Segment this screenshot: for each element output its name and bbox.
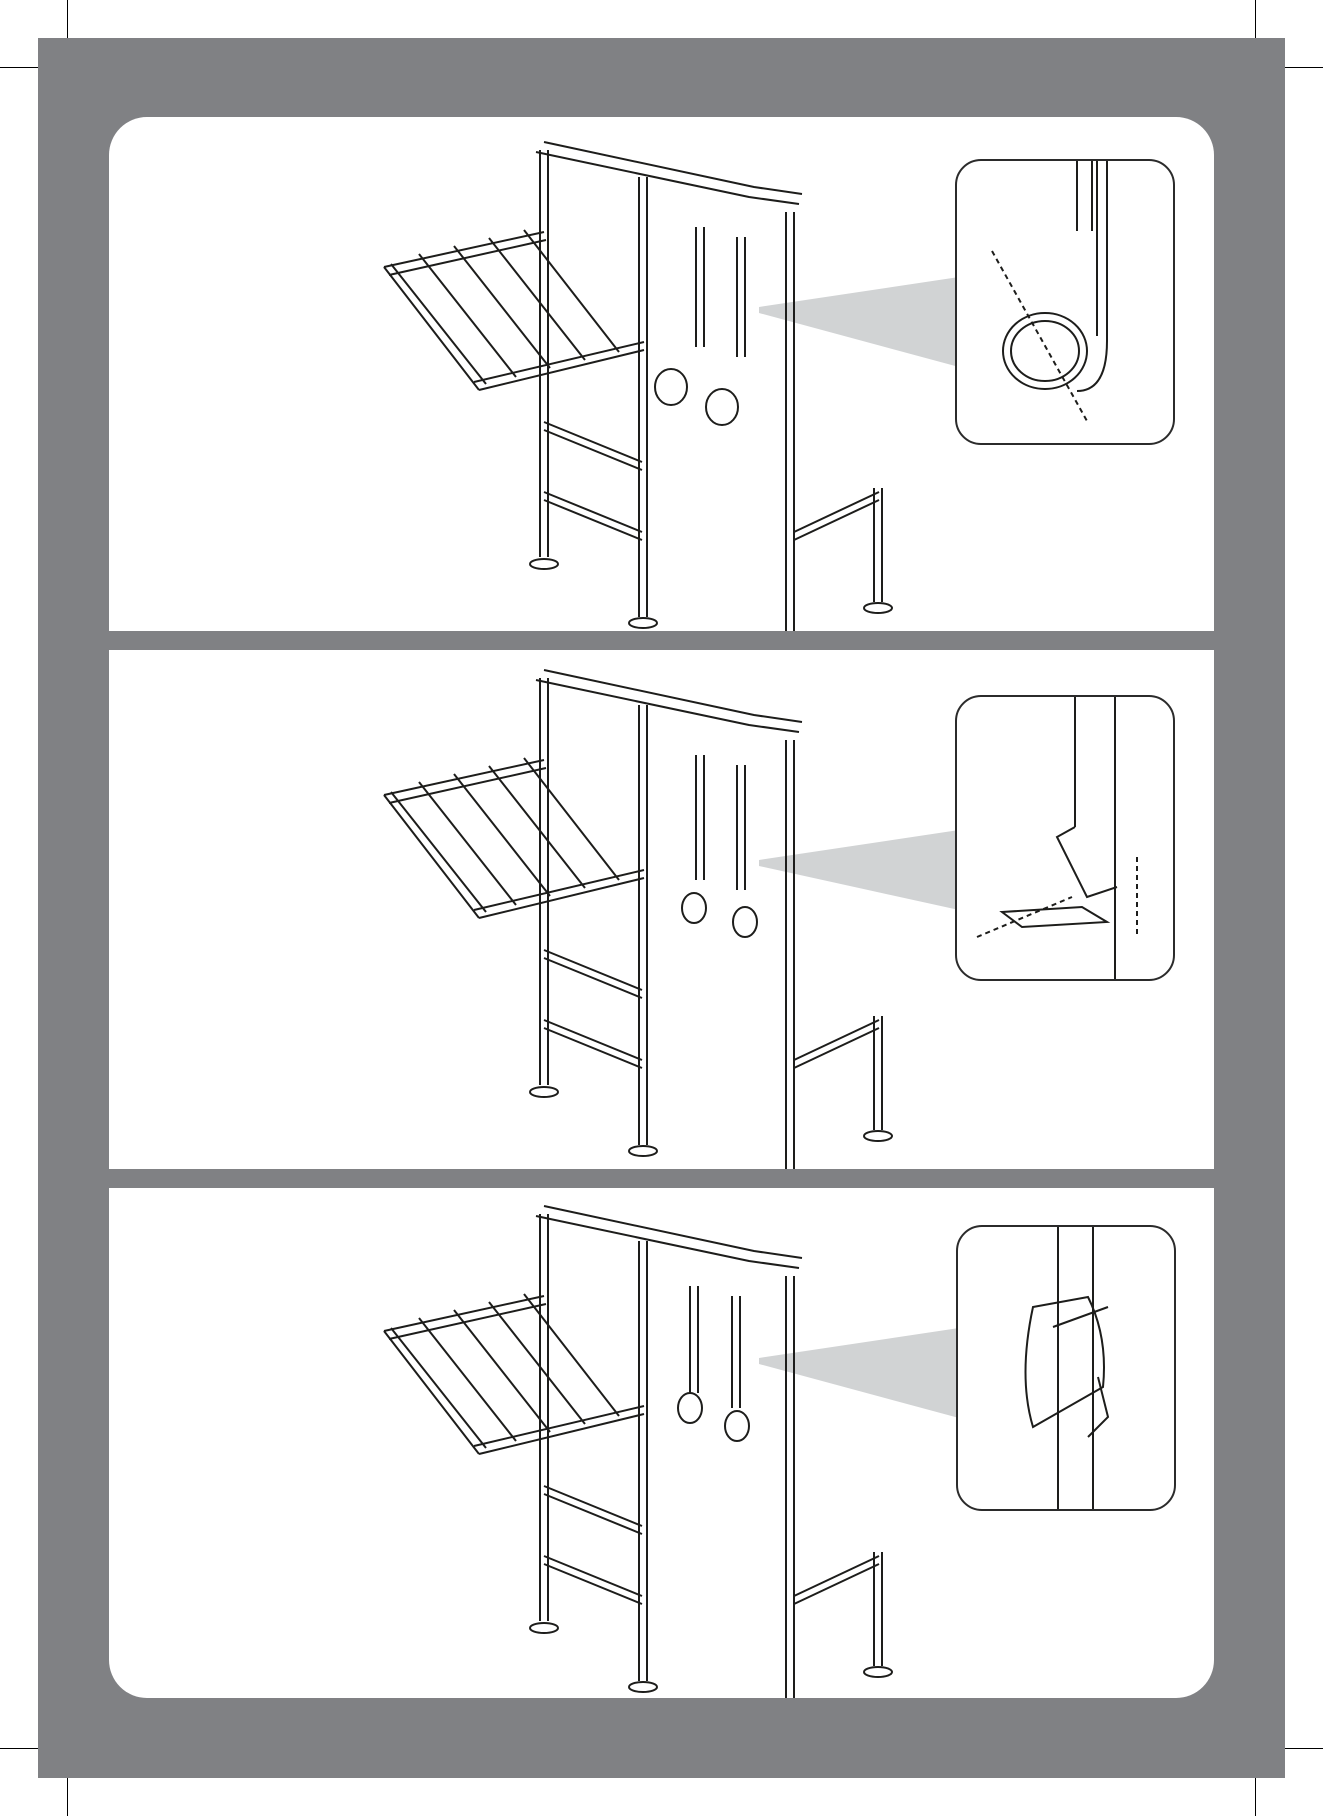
detail-callout-2 (955, 695, 1175, 981)
ring-strap-icon (678, 1286, 749, 1441)
detail-callout-3 (956, 1225, 1176, 1511)
detail-callout-1 (955, 159, 1175, 445)
buckle-tightening-detail-icon (957, 697, 1173, 979)
step-1-panel (109, 117, 1214, 631)
step-3-panel (109, 1188, 1214, 1698)
ring-strap-icon (655, 227, 745, 425)
ring-strap-icon (682, 755, 757, 937)
rolled-strap-detail-icon (958, 1227, 1174, 1509)
step-2-panel (109, 650, 1214, 1169)
ring-threading-detail-icon (957, 161, 1173, 443)
